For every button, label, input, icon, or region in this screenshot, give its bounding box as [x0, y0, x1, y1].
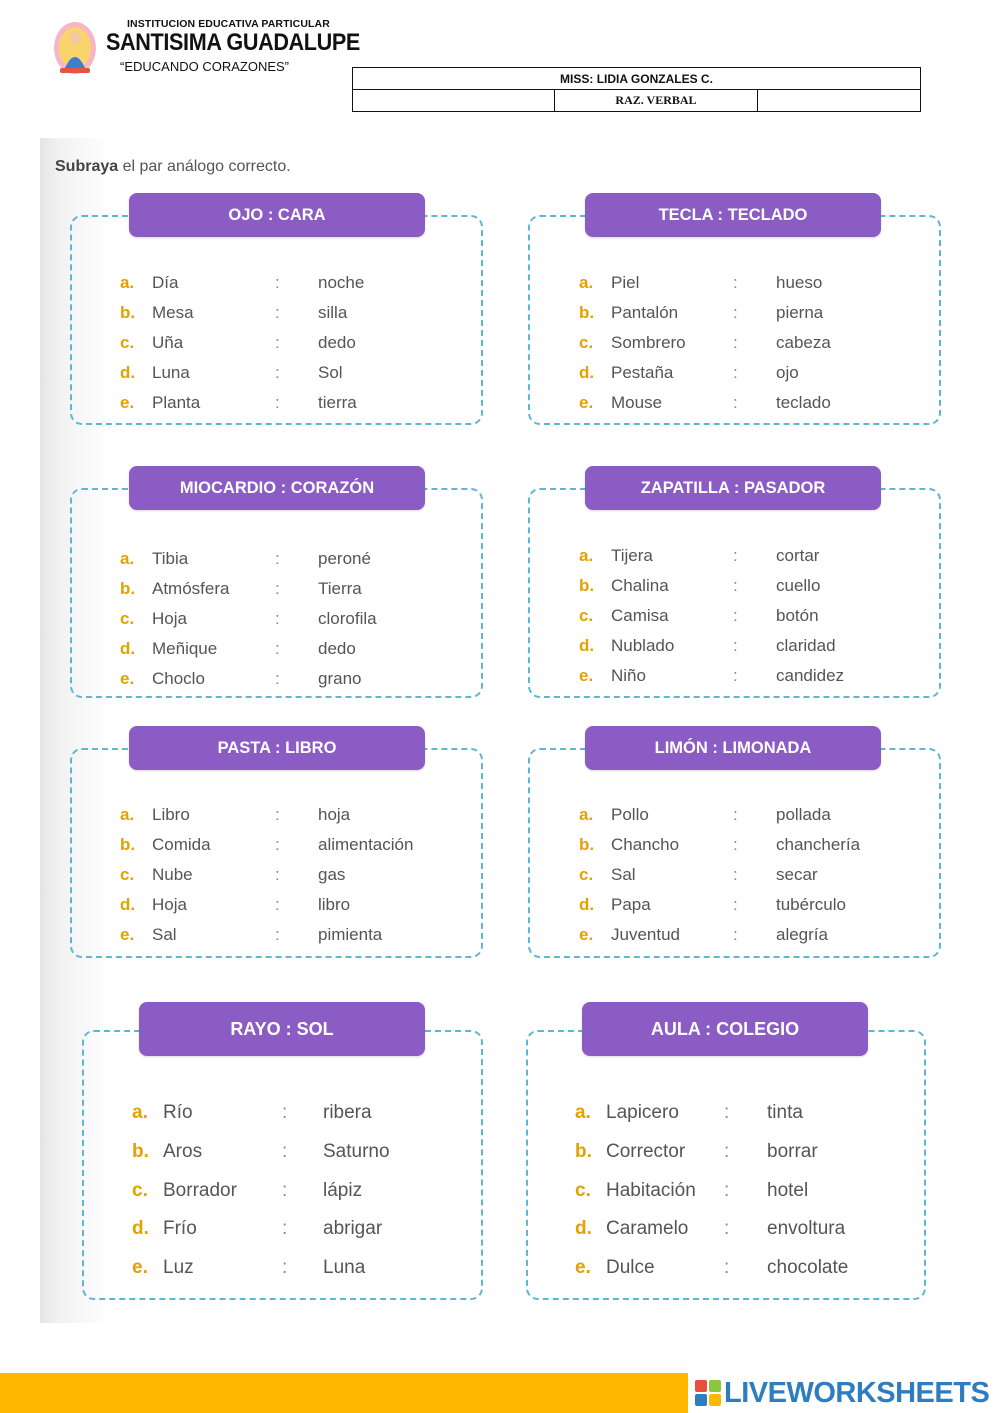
option-letter: d.	[120, 363, 136, 382]
header-table	[352, 67, 921, 112]
separator: :	[724, 1218, 730, 1239]
option-word-1: Choclo	[152, 669, 205, 688]
option-word-2: claridad	[776, 636, 836, 655]
separator: :	[733, 666, 738, 685]
option-word-1: Juventud	[611, 925, 680, 944]
option-letter: c.	[120, 609, 135, 628]
option-word-2: candidez	[776, 666, 845, 685]
exercise-title: AULA : COLEGIO	[582, 1002, 868, 1056]
exercise-title: PASTA : LIBRO	[129, 726, 425, 770]
option-letter: a.	[120, 273, 135, 292]
option-word-2: chocolate	[767, 1257, 849, 1278]
option-word-2: botón	[776, 606, 819, 625]
option-word-2: cabeza	[776, 333, 831, 352]
separator: :	[275, 609, 280, 628]
exercise-title: MIOCARDIO : CORAZÓN	[129, 466, 425, 510]
option-letter: a.	[120, 549, 135, 568]
separator: :	[275, 805, 280, 824]
separator: :	[733, 273, 738, 292]
option-word-2: libro	[318, 895, 351, 914]
option-letter: e.	[120, 393, 135, 412]
option-word-1: Mouse	[611, 393, 663, 412]
option-letter: e.	[575, 1257, 591, 1278]
option-letter: b.	[579, 303, 595, 322]
option-word-2: tubérculo	[776, 895, 846, 914]
option-letter: d.	[579, 636, 595, 655]
option-word-2: Sol	[318, 363, 343, 382]
option-letter: c.	[579, 606, 594, 625]
option-letter: e.	[120, 669, 135, 688]
option-word-2: chanchería	[776, 835, 861, 854]
separator: :	[733, 835, 738, 854]
separator: :	[275, 579, 280, 598]
option-word-2: ribera	[323, 1102, 372, 1123]
option-letter: d.	[120, 639, 136, 658]
option-word-1: Luna	[152, 363, 190, 382]
separator: :	[733, 546, 738, 565]
option-word-1: Caramelo	[606, 1218, 689, 1239]
option-word-1: Atmósfera	[152, 579, 230, 598]
separator: :	[733, 636, 738, 655]
option-word-1: Luz	[163, 1257, 194, 1278]
option-word-1: Río	[163, 1102, 193, 1123]
option-word-1: Comida	[152, 835, 211, 854]
option-word-2: Tierra	[318, 579, 362, 598]
separator: :	[733, 895, 738, 914]
school-name: SANTISIMA GUADALUPE	[106, 29, 360, 56]
option-word-2: envoltura	[767, 1218, 846, 1239]
option-word-2: Saturno	[323, 1141, 390, 1162]
option-word-1: Lapicero	[606, 1102, 679, 1123]
option-word-1: Nube	[152, 865, 193, 884]
option-letter: b.	[120, 579, 136, 598]
option-word-2: silla	[318, 303, 348, 322]
subject-cell: RAZ. VERBAL	[555, 90, 758, 112]
option-word-1: Corrector	[606, 1141, 686, 1162]
option-letter: a.	[575, 1102, 591, 1123]
option-letter: d.	[579, 363, 595, 382]
option-letter: b.	[120, 835, 136, 854]
option-letter: e.	[120, 925, 135, 944]
option-word-2: cuello	[776, 576, 821, 595]
option-letter: a.	[579, 805, 594, 824]
option-word-1: Hoja	[152, 609, 187, 628]
option-word-2: dedo	[318, 639, 356, 658]
separator: :	[733, 925, 738, 944]
option-word-2: borrar	[767, 1141, 818, 1162]
option-word-1: Sal	[611, 865, 636, 884]
option-word-2: ojo	[776, 363, 799, 382]
option-word-2: peroné	[318, 549, 371, 568]
option-word-1: Camisa	[611, 606, 669, 625]
separator: :	[282, 1180, 288, 1201]
separator: :	[733, 393, 738, 412]
separator: :	[733, 606, 738, 625]
exercise-title: OJO : CARA	[129, 193, 425, 237]
option-letter: a.	[579, 546, 594, 565]
option-word-1: Dulce	[606, 1257, 655, 1278]
separator: :	[275, 865, 280, 884]
option-word-1: Aros	[163, 1141, 203, 1162]
option-word-1: Sal	[152, 925, 177, 944]
liveworksheets-logo-icon	[694, 1379, 722, 1407]
option-letter: e.	[579, 666, 594, 685]
option-letter: c.	[120, 865, 135, 884]
separator: :	[724, 1141, 730, 1162]
separator: :	[733, 303, 738, 322]
separator: :	[275, 639, 280, 658]
separator: :	[724, 1180, 730, 1201]
separator: :	[275, 303, 280, 322]
option-letter: e.	[579, 393, 594, 412]
option-letter: a.	[579, 273, 594, 292]
option-letter: c.	[579, 333, 594, 352]
option-word-2: hotel	[767, 1180, 809, 1201]
separator: :	[282, 1102, 288, 1123]
option-word-1: Niño	[611, 666, 646, 685]
option-word-1: Tibia	[152, 549, 189, 568]
teacher-cell: MISS: LIDIA GONZALES C.	[353, 68, 921, 90]
option-word-2: lápiz	[323, 1180, 363, 1201]
option-letter: a.	[120, 805, 135, 824]
option-letter: e.	[579, 925, 594, 944]
separator: :	[275, 333, 280, 352]
option-letter: b.	[575, 1141, 592, 1162]
separator: :	[275, 273, 280, 292]
instruction-rest: el par análogo correcto.	[118, 158, 291, 175]
exercise-title: TECLA : TECLADO	[585, 193, 881, 237]
option-letter: b.	[132, 1141, 149, 1162]
option-word-2: pierna	[776, 303, 824, 322]
option-word-1: Meñique	[152, 639, 218, 658]
option-word-2: Luna	[323, 1257, 366, 1278]
school-logo-icon	[52, 18, 98, 76]
option-word-2: pollada	[776, 805, 831, 824]
option-word-1: Libro	[152, 805, 190, 824]
option-word-2: grano	[318, 669, 362, 688]
option-word-1: Tijera	[611, 546, 653, 565]
separator: :	[733, 576, 738, 595]
option-letter: d.	[132, 1218, 149, 1239]
option-letter: d.	[120, 895, 136, 914]
option-word-2: hueso	[776, 273, 823, 292]
option-word-1: Día	[152, 273, 179, 292]
option-word-2: gas	[318, 865, 346, 884]
option-word-2: cortar	[776, 546, 820, 565]
instruction-bold: Subraya	[55, 158, 119, 175]
option-word-1: Pollo	[611, 805, 649, 824]
option-word-1: Frío	[163, 1218, 197, 1239]
blank-cell-left	[353, 90, 555, 112]
separator: :	[733, 363, 738, 382]
separator: :	[275, 363, 280, 382]
separator: :	[724, 1102, 730, 1123]
separator: :	[733, 333, 738, 352]
option-word-1: Borrador	[163, 1180, 237, 1201]
option-word-2: alegría	[776, 925, 828, 944]
separator: :	[275, 895, 280, 914]
option-word-2: clorofila	[318, 609, 377, 628]
separator: :	[275, 393, 280, 412]
option-letter: d.	[575, 1218, 592, 1239]
option-word-1: Uña	[152, 333, 184, 352]
option-word-1: Piel	[611, 273, 640, 292]
option-word-1: Mesa	[152, 303, 194, 322]
school-motto: “EDUCANDO CORAZONES”	[120, 59, 290, 74]
separator: :	[724, 1257, 730, 1278]
option-letter: e.	[132, 1257, 148, 1278]
option-word-1: Nublado	[611, 636, 675, 655]
instruction	[55, 158, 291, 176]
blank-cell-right	[758, 90, 921, 112]
option-word-1: Pestaña	[611, 363, 674, 382]
option-letter: b.	[579, 835, 595, 854]
option-word-2: tierra	[318, 393, 357, 412]
exercise-title: ZAPATILLA : PASADOR	[585, 466, 881, 510]
option-word-1: Hoja	[152, 895, 187, 914]
option-word-1: Habitación	[606, 1180, 696, 1201]
option-word-1: Sombrero	[611, 333, 686, 352]
exercise-title: RAYO : SOL	[139, 1002, 425, 1056]
option-letter: b.	[120, 303, 136, 322]
separator: :	[275, 925, 280, 944]
option-word-2: alimentación	[318, 835, 414, 854]
separator: :	[275, 835, 280, 854]
option-letter: c.	[132, 1180, 148, 1201]
option-word-1: Pantalón	[611, 303, 679, 322]
option-word-2: tinta	[767, 1102, 803, 1123]
brand-text: LIVEWORKSHEETS	[724, 1377, 990, 1409]
separator: :	[275, 549, 280, 568]
option-word-2: pimienta	[318, 925, 383, 944]
option-word-2: secar	[776, 865, 818, 884]
separator: :	[282, 1257, 288, 1278]
separator: :	[282, 1218, 288, 1239]
separator: :	[275, 669, 280, 688]
option-letter: c.	[120, 333, 135, 352]
option-word-1: Planta	[152, 393, 201, 412]
option-word-1: Chancho	[611, 835, 680, 854]
option-letter: c.	[579, 865, 594, 884]
separator: :	[733, 805, 738, 824]
separator: :	[733, 865, 738, 884]
option-letter: a.	[132, 1102, 148, 1123]
institution-label: INSTITUCION EDUCATIVA PARTICULAR	[127, 18, 330, 30]
option-word-2: dedo	[318, 333, 356, 352]
option-word-2: noche	[318, 273, 365, 292]
option-word-2: abrigar	[323, 1218, 383, 1239]
option-word-1: Papa	[611, 895, 651, 914]
option-letter: b.	[579, 576, 595, 595]
exercise-title: LIMÓN : LIMONADA	[585, 726, 881, 770]
separator: :	[282, 1141, 288, 1162]
option-word-2: hoja	[318, 805, 351, 824]
option-word-2: teclado	[776, 393, 831, 412]
option-letter: d.	[579, 895, 595, 914]
option-letter: c.	[575, 1180, 591, 1201]
option-word-1: Chalina	[611, 576, 669, 595]
